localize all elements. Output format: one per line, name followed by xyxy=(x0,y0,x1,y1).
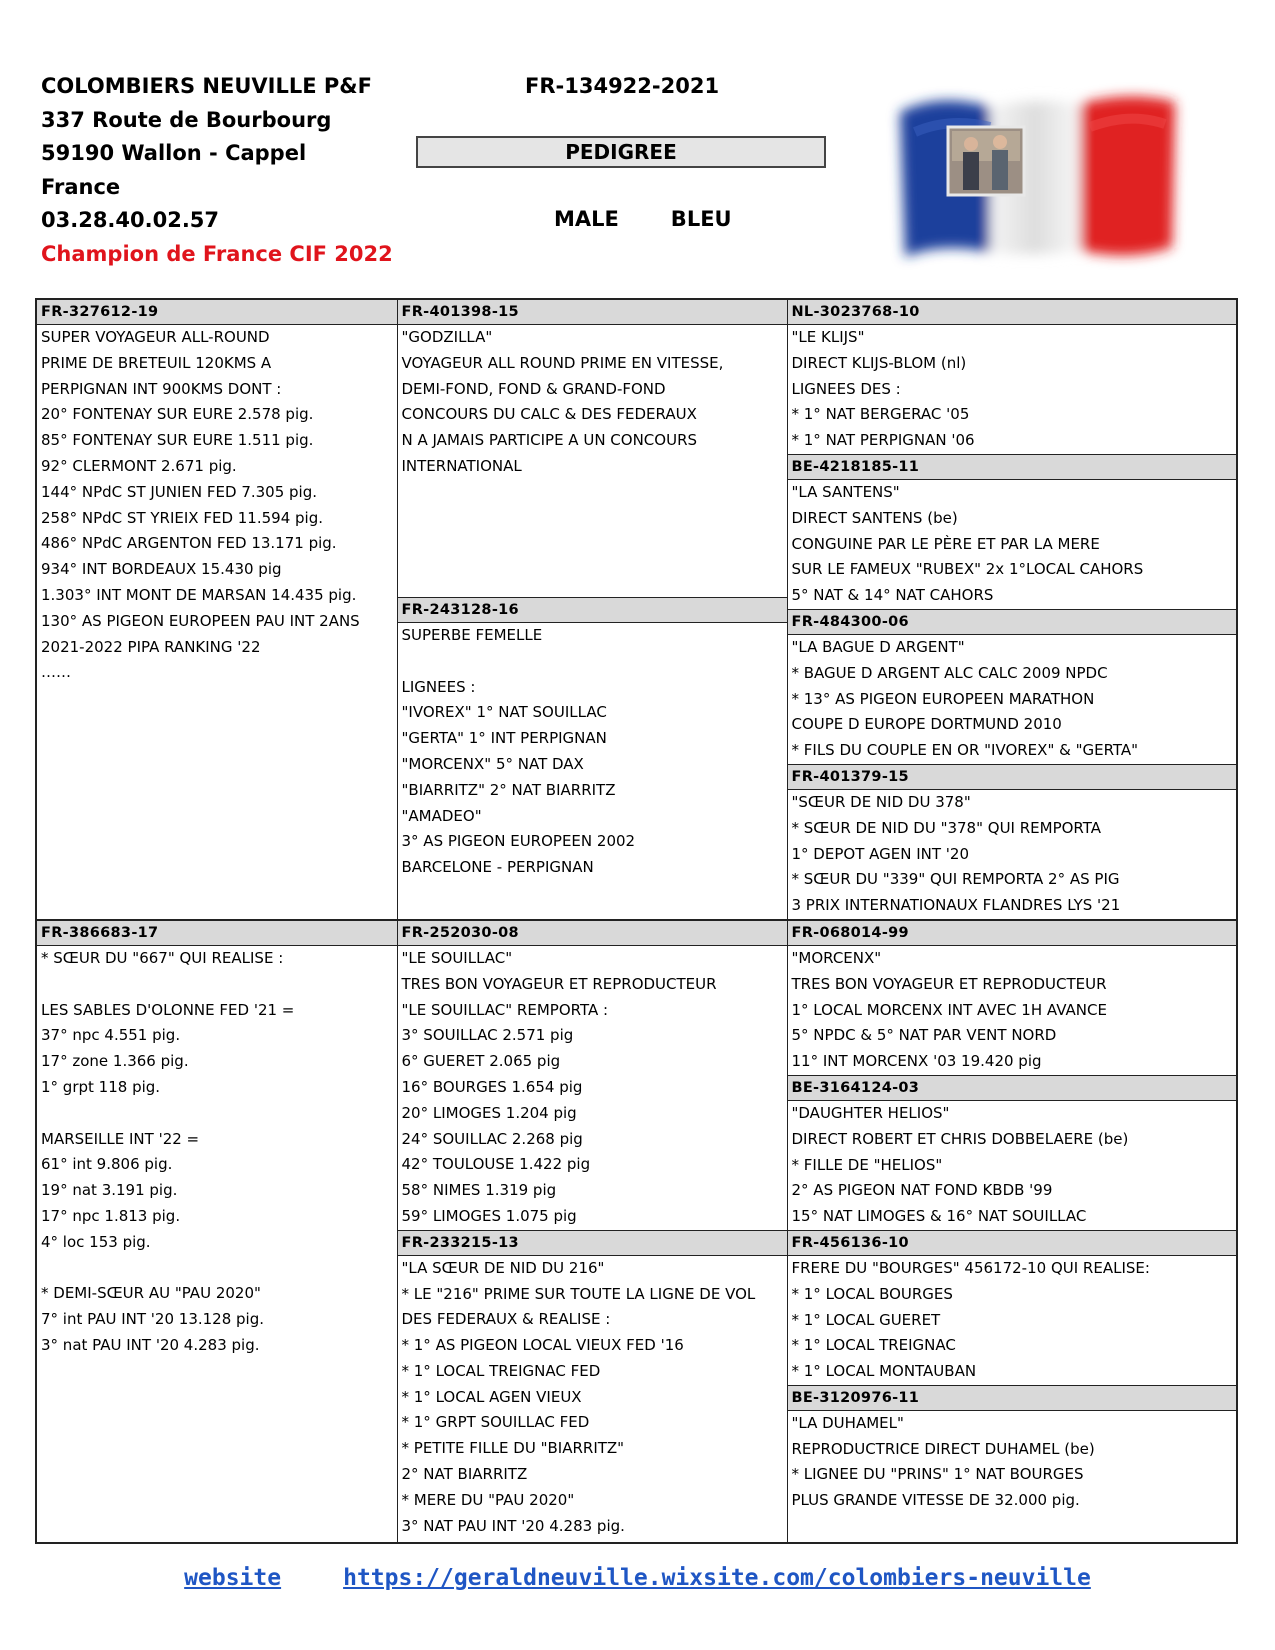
note-line: "LA SANTENS" xyxy=(791,482,900,501)
note-line: "GODZILLA" xyxy=(401,328,493,346)
ds-ring: FR-252030-08 xyxy=(398,921,787,946)
note-line: 486° NPdC ARGENTON FED 13.171 pig. xyxy=(41,534,337,553)
note-line: REPRODUCTRICE DIRECT DUHAMEL (be) xyxy=(791,1439,1095,1458)
note-line: * SŒUR DE NID DU "378" QUI REMPORTA xyxy=(791,818,1102,837)
note-line: * 1° LOCAL TREIGNAC xyxy=(791,1336,956,1355)
note-line: FRERE DU "BOURGES" 456172-10 QUI REALISE: xyxy=(791,1258,1150,1277)
note-line: 5° NPDC & 5° NAT PAR VENT NORD xyxy=(791,1026,1057,1045)
note-line: * PETITE FILLE DU "BIARRITZ" xyxy=(401,1439,625,1458)
note-line: 58° NIMES 1.319 pig xyxy=(401,1181,557,1200)
dd-ring: FR-233215-13 xyxy=(398,1230,787,1256)
note-line: 17° npc 1.813 pig. xyxy=(41,1206,181,1225)
note-line: PRIME DE BRETEUIL 120KMS A xyxy=(41,353,272,372)
g6-ring: BE-3164124-03 xyxy=(788,1075,1237,1101)
g4-ring: FR-401379-15 xyxy=(788,764,1237,790)
note-line: TRES BON VOYAGEUR ET REPRODUCTEUR xyxy=(401,974,717,993)
note-line: * LIGNEE DU "PRINS" 1° NAT BOURGES xyxy=(791,1465,1084,1484)
note-line: 3° SOUILLAC 2.571 pig xyxy=(401,1026,574,1045)
note-line: 144° NPdC ST JUNIEN FED 7.305 pig. xyxy=(41,482,318,501)
note-line: 3 PRIX INTERNATIONAUX FLANDRES LYS '21 xyxy=(791,896,1121,915)
breeder-country: France xyxy=(41,174,121,199)
g6-notes xyxy=(788,1101,1237,1230)
note-line: 934° INT BORDEAUX 15.430 pig xyxy=(41,560,282,579)
note-line: LIGNEES : xyxy=(401,677,476,696)
note-line: 1.303° INT MONT DE MARSAN 14.435 pig. xyxy=(41,585,357,604)
note-line xyxy=(37,1101,397,1127)
g7-ring: FR-456136-10 xyxy=(788,1230,1237,1256)
note-line: MARSEILLE INT '22 = xyxy=(41,1129,200,1148)
note-line: PERPIGNAN INT 900KMS DONT : xyxy=(41,379,282,398)
dam-cell xyxy=(36,920,397,1543)
champion-title: Champion de France CIF 2022 xyxy=(41,241,393,266)
note-line: "LE SOUILLAC" REMPORTA : xyxy=(401,1000,609,1019)
sire-sire-column xyxy=(397,299,787,920)
note-line: 59° LIMOGES 1.075 pig xyxy=(401,1206,577,1225)
note-line: COUPE D EUROPE DORTMUND 2010 xyxy=(791,715,1062,734)
note-line: * 1° AS PIGEON LOCAL VIEUX FED '16 xyxy=(401,1336,684,1355)
note-line: "GERTA" 1° INT PERPIGNAN xyxy=(401,729,607,748)
note-line: 42° TOULOUSE 1.422 pig xyxy=(401,1155,591,1174)
note-line: BARCELONE - PERPIGNAN xyxy=(401,858,594,877)
note-line: * 1° NAT BERGERAC '05 xyxy=(791,405,970,424)
note-line: 85° FONTENAY SUR EURE 1.511 pig. xyxy=(41,431,314,450)
note-line: 17° zone 1.366 pig. xyxy=(41,1052,189,1071)
note-line: "LE SOUILLAC" xyxy=(401,948,513,967)
g1-ring: NL-3023768-10 xyxy=(788,300,1237,325)
note-line: SUPERBE FEMELLE xyxy=(401,626,543,644)
g3-ring: FR-484300-06 xyxy=(788,609,1237,635)
note-line: INTERNATIONAL xyxy=(401,456,522,475)
note-line: * SŒUR DU "339" QUI REMPORTA 2° AS PIG xyxy=(791,870,1120,889)
note-line: 1° DEPOT AGEN INT '20 xyxy=(791,844,969,863)
note-line: 4° loc 153 pig. xyxy=(41,1232,151,1251)
note-line: LIGNEES DES : xyxy=(791,379,901,398)
note-line: "MORCENX" 5° NAT DAX xyxy=(401,754,584,773)
note-line: 2° NAT BIARRITZ xyxy=(401,1465,528,1484)
note-line: SUR LE FAMEUX "RUBEX" 2x 1°LOCAL CAHORS xyxy=(791,560,1144,579)
note-line: 2021-2022 PIPA RANKING '22 xyxy=(41,637,261,656)
note-line: "AMADEO" xyxy=(401,806,482,825)
note-line: * 1° NAT PERPIGNAN '06 xyxy=(791,431,975,450)
note-line: 24° SOUILLAC 2.268 pig xyxy=(401,1129,583,1148)
note-line: "LE KLIJS" xyxy=(791,328,865,346)
note-line: 3° NAT PAU INT '20 4.283 pig. xyxy=(401,1516,625,1535)
note-line: 19° nat 3.191 pig. xyxy=(41,1181,178,1200)
note-line: * 1° LOCAL MONTAUBAN xyxy=(791,1362,977,1381)
note-line: 15° NAT LIMOGES & 16° NAT SOUILLAC xyxy=(791,1207,1087,1226)
g5-ring: FR-068014-99 xyxy=(788,921,1237,946)
breeder-name: COLOMBIERS NEUVILLE P&F xyxy=(41,74,372,98)
note-line: 16° BOURGES 1.654 pig xyxy=(401,1077,583,1096)
note-line: * DEMI-SŒUR AU "PAU 2020" xyxy=(41,1284,261,1303)
dd-notes xyxy=(398,1256,787,1540)
ds-notes xyxy=(398,946,787,1230)
note-line: 3° AS PIGEON EUROPEEN 2002 xyxy=(401,832,636,851)
breeder-city: 59190 Wallon - Cappel xyxy=(41,141,307,165)
dam-ring: FR-386683-17 xyxy=(37,921,397,946)
note-line: DIRECT ROBERT ET CHRIS DOBBELAERE (be) xyxy=(791,1129,1129,1148)
g5-notes xyxy=(788,946,1237,1075)
note-line: VOYAGEUR ALL ROUND PRIME EN VITESSE, xyxy=(401,353,724,372)
note-line: "BIARRITZ" 2° NAT BIARRITZ xyxy=(401,780,616,799)
sex-color: MALE BLEU xyxy=(554,207,732,231)
sire-ring: FR-327612-19 xyxy=(37,300,397,325)
note-line: CONCOURS DU CALC & DES FEDERAUX xyxy=(401,405,697,424)
note-line xyxy=(37,1256,397,1282)
g4-notes xyxy=(788,790,1237,919)
note-line: "LA SŒUR DE NID DU 216" xyxy=(401,1258,605,1277)
note-line: N A JAMAIS PARTICIPE A UN CONCOURS xyxy=(401,431,698,450)
note-line: "IVOREX" 1° NAT SOUILLAC xyxy=(401,703,607,722)
g3-notes xyxy=(788,635,1237,764)
note-line: * FILLE DE "HELIOS" xyxy=(791,1155,943,1174)
dam-grandparents-column xyxy=(787,920,1237,1543)
ss-ring: FR-401398-15 xyxy=(398,300,787,325)
breeder-address xyxy=(41,70,393,271)
sire-cell xyxy=(36,299,397,920)
note-line: LES SABLES D'OLONNE FED '21 = xyxy=(41,1000,295,1019)
note-line: 1° grpt 118 pig. xyxy=(41,1077,161,1096)
note-line: DEMI-FOND, FOND & GRAND-FOND xyxy=(401,379,666,398)
g7-notes xyxy=(788,1256,1237,1385)
note-line: 2° AS PIGEON NAT FOND KBDB '99 xyxy=(791,1181,1053,1200)
website-url-link[interactable]: https://geraldneuville.wixsite.com/colombiers-neuville xyxy=(343,1565,1091,1591)
breeder-street: 337 Route de Bourbourg xyxy=(41,107,332,132)
sd-notes xyxy=(398,623,787,881)
note-line: * LE "216" PRIME SUR TOUTE LA LIGNE DE VOL xyxy=(401,1284,756,1303)
note-line: …… xyxy=(41,663,71,682)
sd-ring: FR-243128-16 xyxy=(398,597,787,623)
pedigree-table xyxy=(35,298,1238,1544)
note-line: 5° NAT & 14° NAT CAHORS xyxy=(791,586,994,605)
note-line: * 1° LOCAL BOURGES xyxy=(791,1284,953,1303)
note-line: 92° CLERMONT 2.671 pig. xyxy=(41,456,237,475)
note-line: 1° LOCAL MORCENX INT AVEC 1H AVANCE xyxy=(791,1000,1107,1019)
french-flag-photo xyxy=(880,82,1190,270)
note-line: "LA BAGUE D ARGENT" xyxy=(791,637,965,656)
note-line: TRES BON VOYAGEUR ET REPRODUCTEUR xyxy=(791,974,1107,993)
note-line: "LA DUHAMEL" xyxy=(791,1413,904,1432)
note-line: PLUS GRANDE VITESSE DE 32.000 pig. xyxy=(791,1491,1080,1510)
note-line: * SŒUR DU "667" QUI REALISE : xyxy=(41,948,284,967)
note-line: CONGUINE PAR LE PÈRE ET PAR LA MERE xyxy=(791,534,1100,553)
g8-ring: BE-3120976-11 xyxy=(788,1385,1237,1411)
g1-notes xyxy=(788,325,1237,454)
g8-notes xyxy=(788,1411,1237,1514)
dam-notes xyxy=(37,946,397,1359)
note-line: 3° nat PAU INT '20 4.283 pig. xyxy=(41,1335,260,1354)
note-line: 20° LIMOGES 1.204 pig xyxy=(401,1103,577,1122)
ring-number: FR-134922-2021 xyxy=(525,74,720,98)
sire-notes xyxy=(37,325,397,686)
note-line xyxy=(398,649,787,675)
website-label-link[interactable]: website xyxy=(184,1565,282,1591)
note-line: DIRECT SANTENS (be) xyxy=(791,508,958,527)
note-line: 258° NPdC ST YRIEIX FED 11.594 pig. xyxy=(41,508,323,527)
pedigree-title: PEDIGREE xyxy=(416,136,826,168)
note-line: "SŒUR DE NID DU 378" xyxy=(791,792,971,811)
sire-grandparents-column xyxy=(787,299,1237,920)
note-line: * BAGUE D ARGENT ALC CALC 2009 NPDC xyxy=(791,663,1108,682)
website-footer xyxy=(0,1565,1275,1591)
g2-notes xyxy=(788,480,1237,609)
note-line: 6° GUERET 2.065 pig xyxy=(401,1052,561,1071)
note-line: DES FEDERAUX & REALISE : xyxy=(401,1310,611,1329)
note-line: 11° INT MORCENX '03 19.420 pig xyxy=(791,1052,1042,1071)
note-line: * 1° LOCAL GUERET xyxy=(791,1310,941,1329)
breeder-phone: 03.28.40.02.57 xyxy=(41,208,220,232)
note-line: SUPER VOYAGEUR ALL-ROUND xyxy=(41,328,270,346)
note-line: * 13° AS PIGEON EUROPEEN MARATHON xyxy=(791,689,1095,708)
note-line: 130° AS PIGEON EUROPEEN PAU INT 2ANS xyxy=(41,611,360,630)
breeders-photo xyxy=(948,127,1024,195)
note-line: * MERE DU "PAU 2020" xyxy=(401,1490,575,1509)
note-line: "DAUGHTER HELIOS" xyxy=(791,1103,950,1122)
note-line: "MORCENX" xyxy=(791,948,882,967)
note-line: 61° int 9.806 pig. xyxy=(41,1155,173,1174)
note-line: 37° npc 4.551 pig. xyxy=(41,1026,181,1045)
note-line: 7° int PAU INT '20 13.128 pig. xyxy=(41,1310,265,1329)
ss-notes xyxy=(398,325,787,597)
note-line: 20° FONTENAY SUR EURE 2.578 pig. xyxy=(41,405,314,424)
g2-ring: BE-4218185-11 xyxy=(788,454,1237,480)
note-line: * 1° LOCAL TREIGNAC FED xyxy=(401,1361,601,1380)
note-line: DIRECT KLIJS-BLOM (nl) xyxy=(791,353,967,372)
note-line: * 1° LOCAL AGEN VIEUX xyxy=(401,1387,582,1406)
note-line: * FILS DU COUPLE EN OR "IVOREX" & "GERTA" xyxy=(791,741,1139,760)
note-line xyxy=(37,972,397,998)
note-line: * 1° GRPT SOUILLAC FED xyxy=(401,1413,590,1432)
dam-parents-column xyxy=(397,920,787,1543)
